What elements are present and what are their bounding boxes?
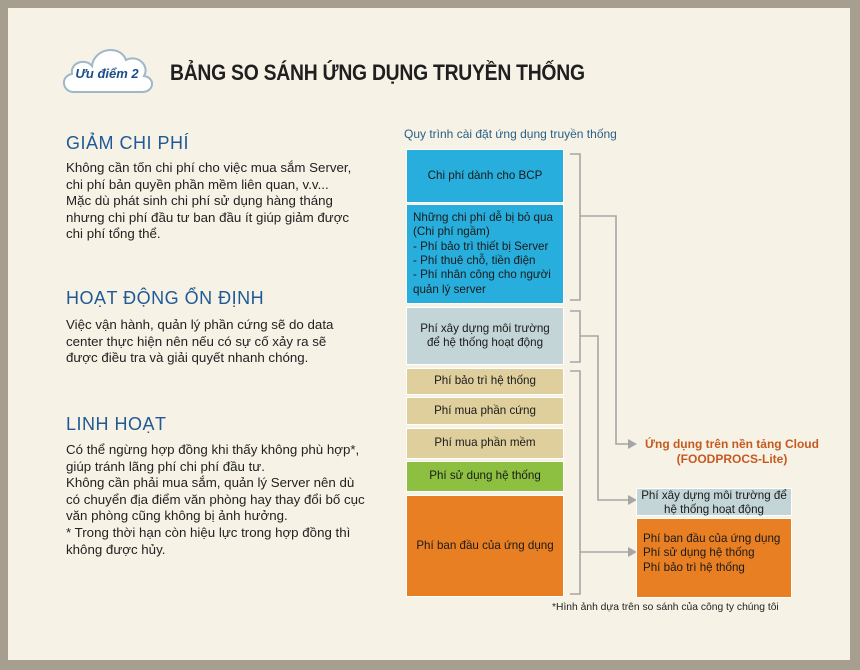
footnote: *Hình ảnh dựa trên so sánh của công ty chúng tôi [552,602,779,613]
section-heading-cost: GIẢM CHI PHÍ [66,133,190,153]
advantage-badge: Ưu điểm 2 [75,66,139,81]
cloud-app-label: Ứng dụng trên nền tảng Cloud (FOODPROCS-Lite) [645,437,819,466]
cost-box-initial: Phí ban đầu của ứng dụng [406,495,564,597]
cost-box-hardware: Phí mua phần cứng [406,397,564,425]
cost-box-maintenance: Phí bảo trì hệ thống [406,368,564,395]
section-heading-stable: HOẠT ĐỘNG ỔN ĐỊNH [66,288,265,308]
section-body-cost: Không cần tốn chi phí cho việc mua sắm Server, chi phí bản quyền phần mềm liên quan, v.v... Mặc dù phát sinh chi phí sử dụng hàng tháng nhưng chi phí đầu tư ban đầu ít giúp giảm được chi phí tổng thể. [66,160,352,242]
cost-box-environment: Phí xây dựng môi trường để hệ thống hoạt động [406,307,564,365]
cost-box-usage: Phí sử dụng hệ thống [406,461,564,492]
cost-box-bcp: Chi phí dành cho BCP [406,149,564,203]
section-body-flexible: Có thể ngừng hợp đồng khi thấy không phù hợp*, giúp tránh lãng phí chi phí đầu tư. Không cần phải mua sắm, quản lý Server nên dù có chuyển địa điểm văn phòng hay thay đổi bố cục văn phòng cũng không bị ảnh hưởng. * Trong thời hạn còn hiệu lực trong hợp đồng thì không được hủy. [66,442,365,557]
section-body-stable: Việc vận hành, quản lý phần cứng sẽ do data center thực hiện nên nếu có sự cố xảy ra sẽ được điều tra và giải quyết nhanh chóng. [66,317,334,366]
cloud-box-costs: Phí ban đầu của ứng dụng Phí sử dụng hệ thống Phí bảo trì hệ thống [636,518,792,598]
page-title: BẢNG SO SÁNH ỨNG DỤNG TRUYỀN THỐNG [170,60,585,85]
cost-box-software: Phí mua phần mềm [406,428,564,459]
section-heading-flexible: LINH HOẠT [66,414,167,434]
cloud-box-environment: Phí xây dựng môi trường để hệ thống hoạt động [636,488,792,516]
diagram-caption: Quy trình cài đặt ứng dụng truyền thống [404,127,617,141]
cost-box-hidden: Những chi phí dễ bị bỏ qua (Chi phí ngầm) - Phí bảo trì thiết bị Server - Phí thuê chỗ, tiền điện - Phí nhân công cho người quản lý server [406,204,564,304]
